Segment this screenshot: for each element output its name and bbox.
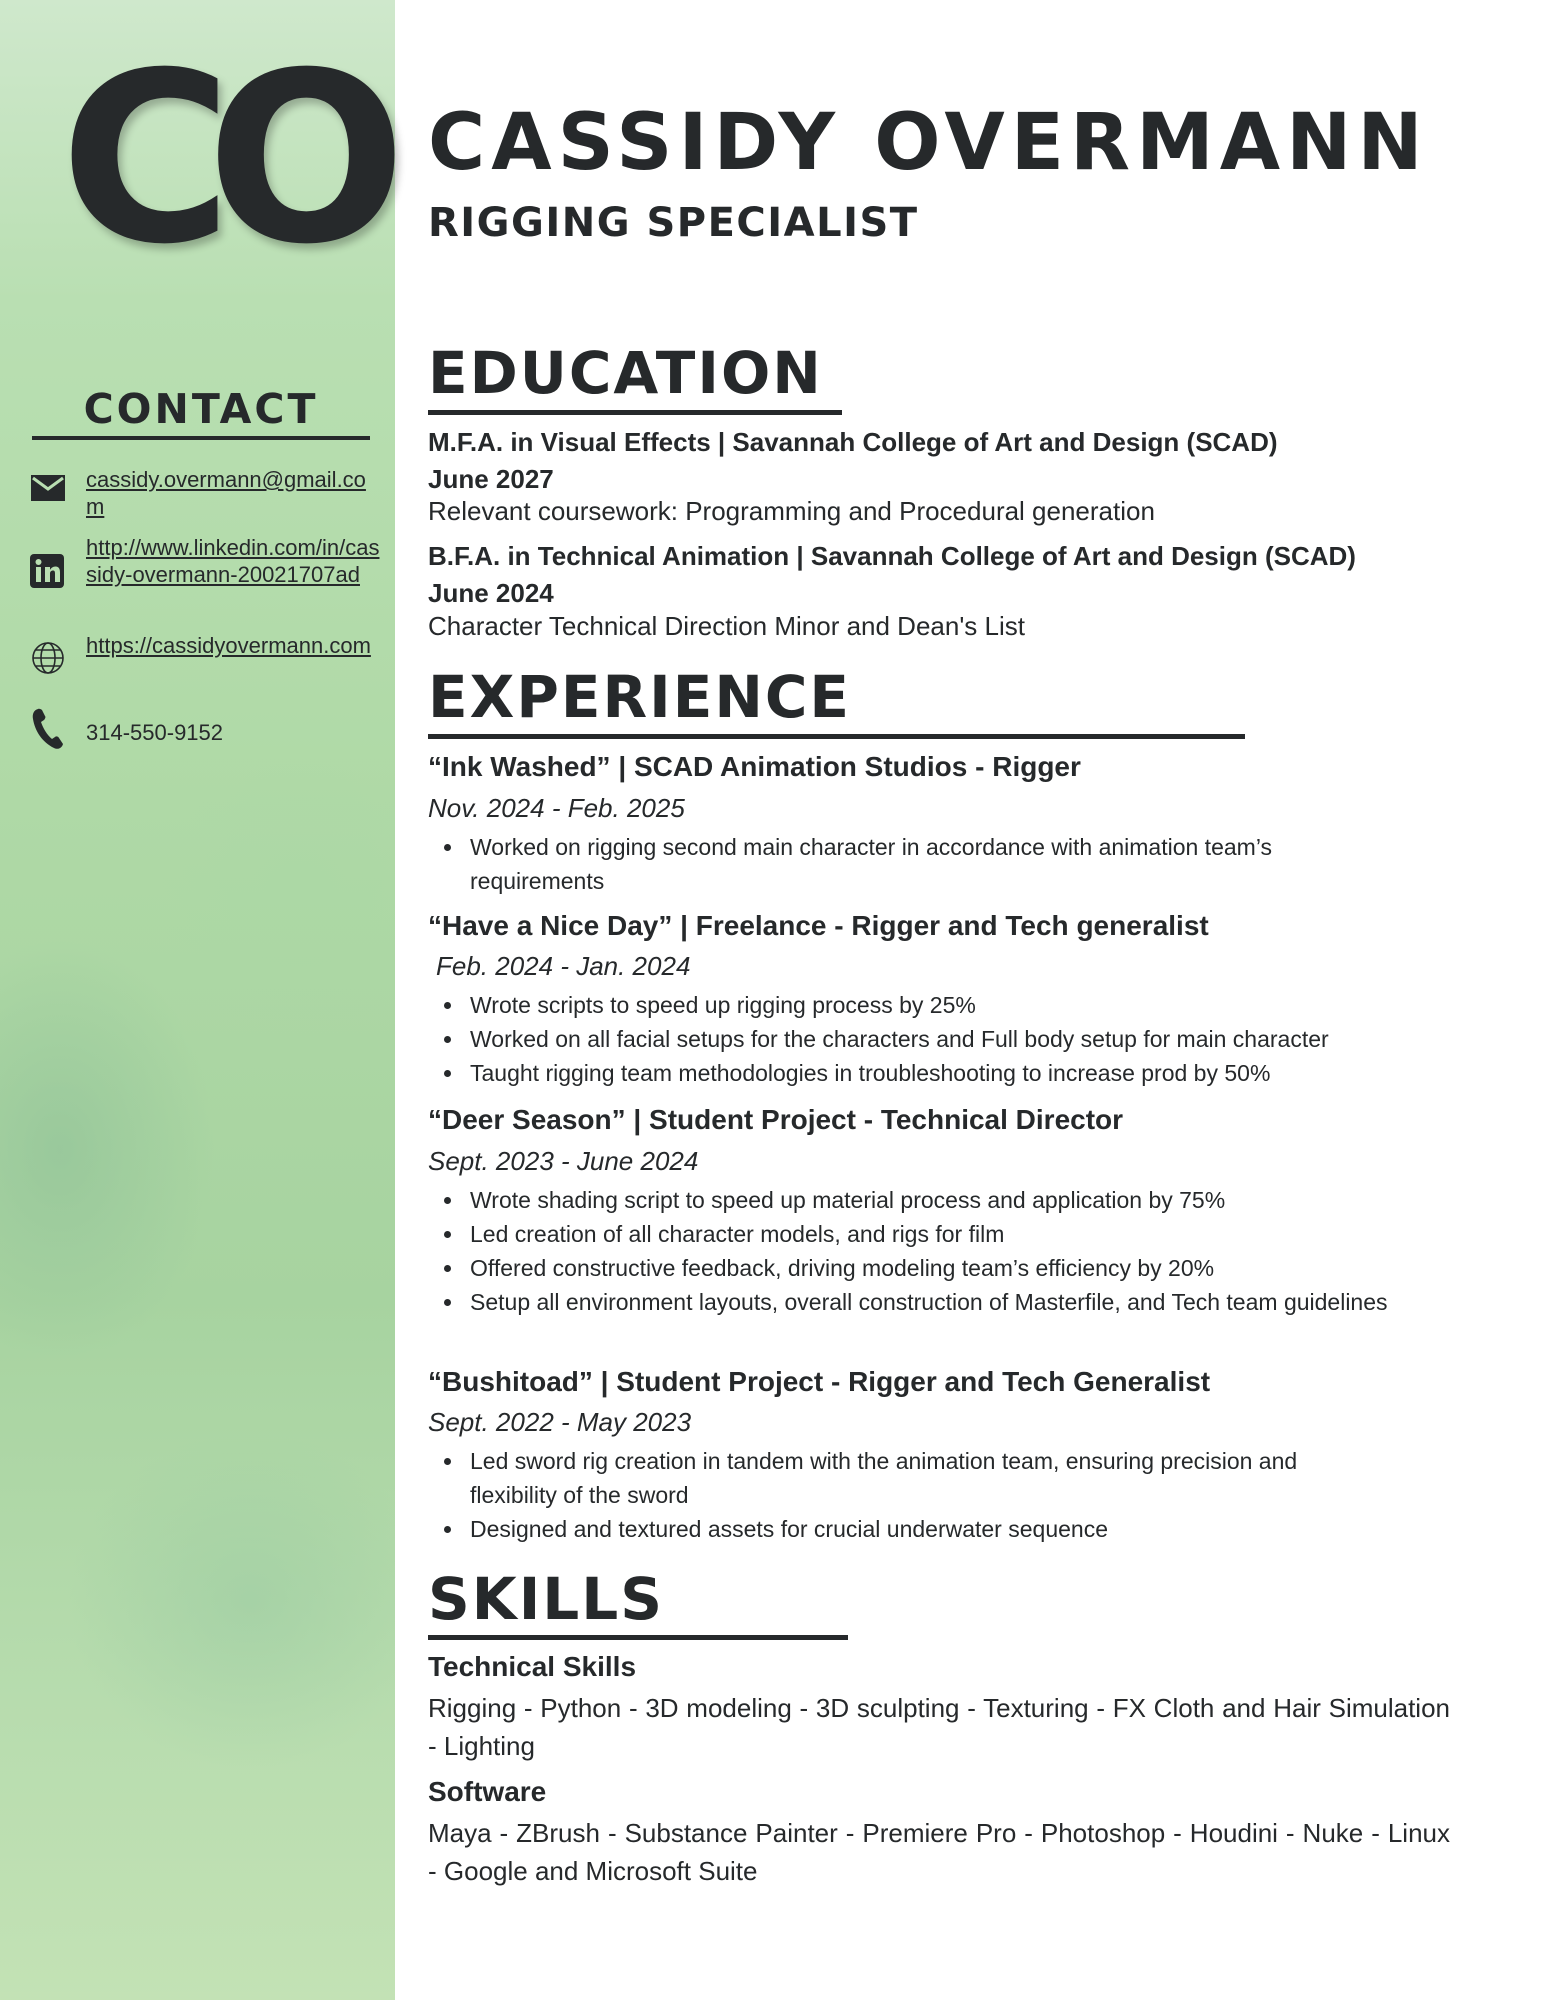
mail-icon <box>30 474 66 510</box>
linkedin-link[interactable]: http://www.linkedin.com/in/cassidy-overmann-20021707ad <box>86 535 380 587</box>
skills-heading: SKILLS <box>428 1565 664 1633</box>
phone-icon <box>30 707 66 743</box>
experience-date: Nov. 2024 - Feb. 2025 <box>428 793 685 823</box>
experience-bullets <box>428 988 1448 1090</box>
list-item: Setup all environment layouts, overall construction of Masterfile, and Tech team guidelines <box>428 1285 1388 1319</box>
sidebar <box>0 0 395 2000</box>
experience-bullets <box>428 1183 1388 1319</box>
education-degree: M.F.A. in Visual Effects | Savannah College of Art and Design (SCAD) <box>428 427 1278 457</box>
linkedin-icon <box>30 554 66 590</box>
contact-divider <box>32 436 370 440</box>
software-heading: Software <box>428 1776 547 1807</box>
experience-date: Feb. 2024 - Jan. 2024 <box>436 951 691 981</box>
software-list: Maya - ZBrush - Substance Painter - Premiere Pro - Photoshop - Houdini - Nuke - Linux - Google and Microsoft Suite <box>428 1818 1450 1886</box>
globe-icon <box>30 640 66 676</box>
education-degree: B.F.A. in Technical Animation | Savannah College of Art and Design (SCAD) <box>428 541 1356 571</box>
monogram-logo: CO <box>60 23 381 296</box>
technical-skills-heading: Technical Skills <box>428 1651 637 1682</box>
list-item: Wrote shading script to speed up material process and application by 75% <box>428 1183 1388 1217</box>
list-item: Led creation of all character models, and rigs for film <box>428 1217 1388 1251</box>
experience-title: “Ink Washed” | SCAD Animation Studios - Rigger <box>428 751 1081 782</box>
candidate-role: RIGGING SPECIALIST <box>428 200 919 246</box>
website-link[interactable]: https://cassidyovermann.com <box>86 633 371 658</box>
candidate-name: CASSIDY OVERMANN <box>428 98 1429 188</box>
list-item: Worked on rigging second main character in accordance with animation team’s requirements <box>428 830 1388 898</box>
list-item: Led sword rig creation in tandem with the animation team, ensuring precision and flexibility of the sword <box>428 1444 1388 1512</box>
education-note: Character Technical Direction Minor and Dean's List <box>428 611 1025 641</box>
education-divider <box>428 410 842 415</box>
list-item: Worked on all facial setups for the characters and Full body setup for main character <box>428 1022 1448 1056</box>
experience-date: Sept. 2022 - May 2023 <box>428 1407 692 1437</box>
education-heading: EDUCATION <box>428 339 823 407</box>
list-item: Wrote scripts to speed up rigging process by 25% <box>428 988 1448 1022</box>
contact-heading: CONTACT <box>83 385 319 433</box>
experience-title: “Deer Season” | Student Project - Technical Director <box>428 1104 1124 1135</box>
technical-skills-list: Rigging - Python - 3D modeling - 3D sculpting - Texturing - FX Cloth and Hair Simulation - Lighting <box>428 1693 1450 1761</box>
education-date: June 2027 <box>428 464 554 494</box>
list-item: Designed and textured assets for crucial underwater sequence <box>428 1512 1388 1546</box>
experience-date: Sept. 2023 - June 2024 <box>428 1146 699 1176</box>
experience-bullets <box>428 1444 1388 1546</box>
skills-divider <box>428 1635 848 1640</box>
phone-number: 314-550-9152 <box>86 720 224 745</box>
list-item: Offered constructive feedback, driving modeling team’s efficiency by 20% <box>428 1251 1388 1285</box>
experience-bullets <box>428 830 1388 898</box>
email-link[interactable]: cassidy.overmann@gmail.com <box>86 467 366 519</box>
list-item: Taught rigging team methodologies in troubleshooting to increase prod by 50% <box>428 1056 1448 1090</box>
experience-heading: EXPERIENCE <box>428 663 852 731</box>
education-date: June 2024 <box>428 578 554 608</box>
experience-title: “Have a Nice Day” | Freelance - Rigger and Tech generalist <box>428 910 1209 941</box>
experience-title: “Bushitoad” | Student Project - Rigger and Tech Generalist <box>428 1366 1211 1397</box>
education-note: Relevant coursework: Programming and Procedural generation <box>428 496 1155 526</box>
experience-divider <box>428 734 1245 739</box>
